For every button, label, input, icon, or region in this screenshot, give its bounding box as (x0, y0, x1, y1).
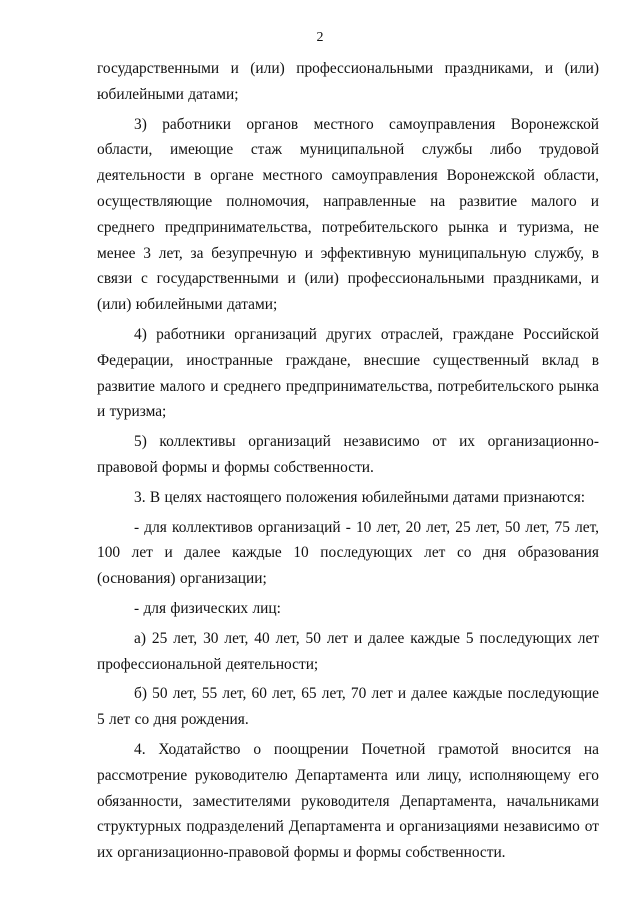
paragraph-individuals-heading: - для физических лиц: (134, 599, 281, 617)
paragraph-item-5: 5) коллективы организаций независимо от их организационно-правовой формы и формы собственности. (97, 433, 599, 476)
paragraph-birthday-dates: б) 50 лет, 55 лет, 60 лет, 65 лет, 70 лет и далее каждые последующие 5 лет со дня рождения. (97, 685, 599, 729)
paragraph-professional-dates: а) 25 лет, 30 лет, 40 лет, 50 лет и далее каждые 5 последующих лет профессиональной деятельности; (97, 629, 599, 673)
page-number: 2 (316, 30, 324, 45)
paragraph-item-4: 4) работники организаций других отраслей, граждане Российской Федерации, иностранные граждане, внесшие существенный вклад в развитие малого и среднего предпринимательства, потребительского рынка и туризма; (97, 325, 599, 421)
paragraph-section-3: 3. В целях настоящего положения юбилейными датами признаются: (134, 488, 586, 506)
document-body (97, 56, 599, 866)
paragraph-item-3: 3) работники органов местного самоуправления Воронежской области, имеющие стаж муниципальной службы либо трудовой деятельности в органе местного самоуправления Воронежской области, осуществляющие полномочия, направленные на развитие малого и среднего предпринимательства, потребительского рынка и туризма, не менее 3 лет, за безупречную и эффективную муниципальную службу, в связи с государственными и (или) профессиональными праздниками, и (или) юбилейными датами; (97, 115, 599, 314)
paragraph-collectives-dates: - для коллективов организаций - 10 лет, 20 лет, 25 лет, 50 лет, 75 лет, 100 лет и далее каждые 10 последующих лет со дня образования (основания) организации; (97, 518, 599, 588)
paragraph-continuation: государственными и (или) профессиональными праздниками, и (или) юбилейными датами; (97, 60, 599, 103)
paragraph-section-4: 4. Ходатайство о поощрении Почетной грамотой вносится на рассмотрение руководителю Департамента или лицу, исполняющему его обязанности, заместителями руководителя Департамента, начальниками структурных подразделений Департамента и организациями независимо от их организационно-правовой формы и формы собственности. (97, 740, 599, 862)
